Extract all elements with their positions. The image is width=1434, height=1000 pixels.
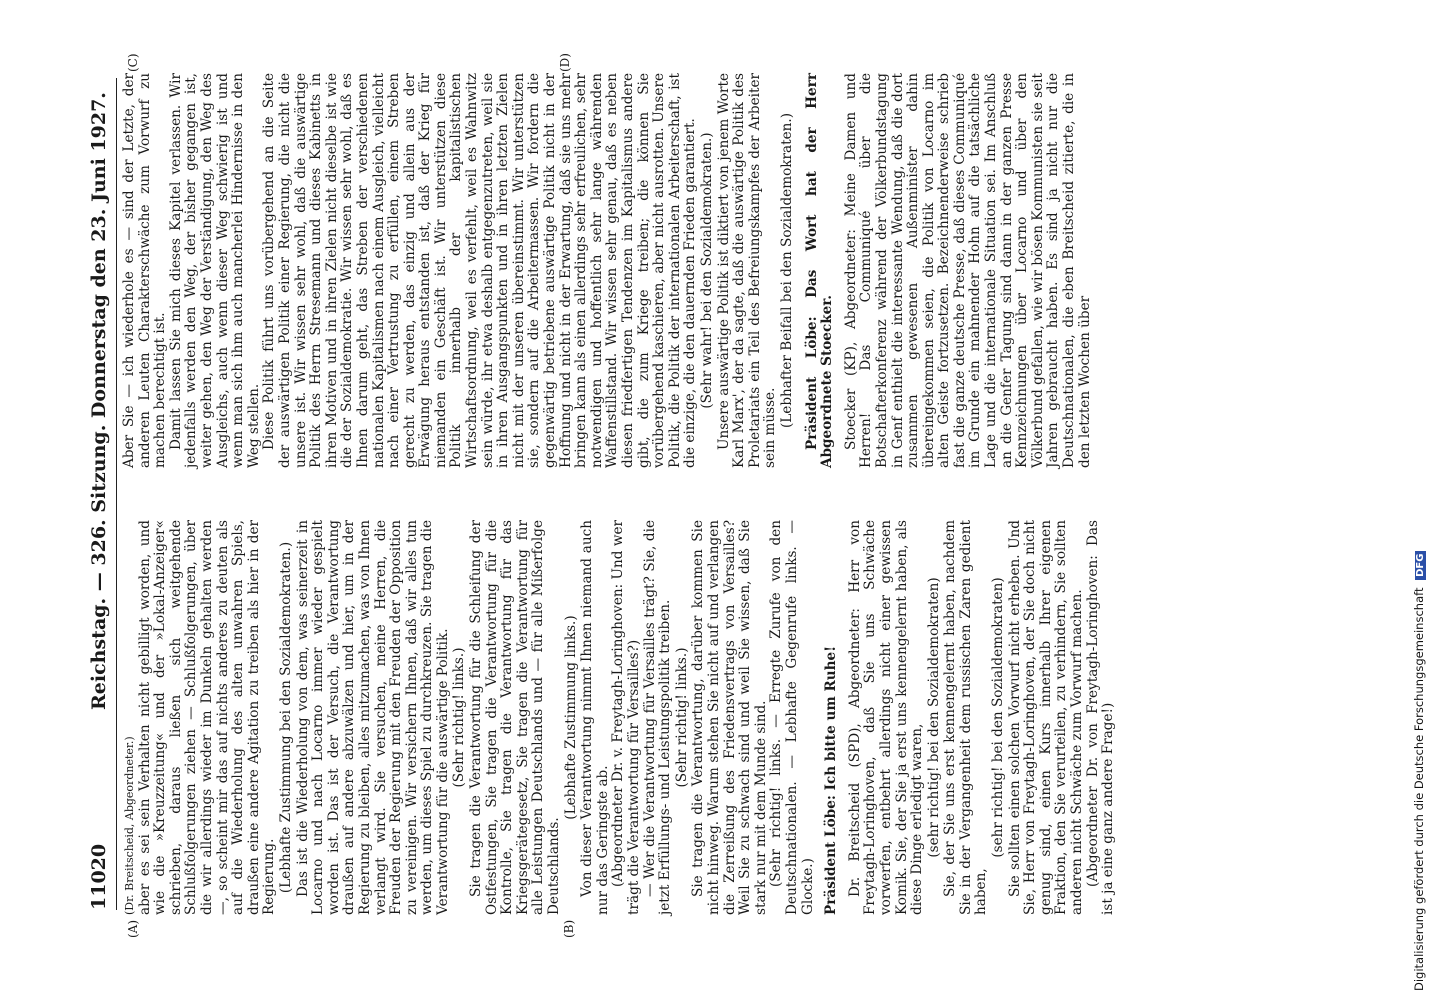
paragraph: Dr. Breitscheid (SPD), Abgeordneter: Herr von Freytagh-Loringhoven, daß Sie uns Schwäche vorwerfen, entbehrt allerdings nicht einer gewissen Komik. Sie, der Sie ja erst uns kennengelernt haben, als diese Dinge erledigt waren, bbox=[846, 520, 926, 915]
paragraph: Aber Sie — ich wiederhole es — sind der Letzte, der anderen Leuten Charakterschwäche zum Vorwurf zu machen berechtigt ist. bbox=[121, 73, 169, 468]
paragraph: aber es sei sein Verhalten nicht gebilligt worden, und wie die »Kreuzzeitung« und der »Lokal-Anzeiger« schrieben, daraus ließen sich weitgehende Schlußfolgerungen ziehen — Schlußfolgerungen, über die wir allerdings wieder im Dunkeln gehalten werden —, so scheint mir das auf nichts anderes zu deuten als auf die Wiederholung des alten unwahren Spiels, draußen eine andere Agitation zu treiben als hier in der Regierung. bbox=[136, 520, 278, 915]
page-title: Reichstag. — 326. Sitzung. Donnerstag den 23. Juni 1927. bbox=[88, 92, 110, 710]
left-column bbox=[122, 520, 1117, 915]
interjection: (Sehr richtig! links.) bbox=[673, 647, 690, 788]
paragraph: Sie tragen die Verantwortung für die Schleifung der Ostfestungen, Sie tragen die Verantwortung für die Kontrolle, Sie tragen die Verantwortung für das Kriegsgerätegesetz, Sie tragen die Verantwortung für alle Leistungen Deutschlands und — für alle Mißerfolge Deutschlands. bbox=[468, 520, 563, 915]
interjection: (sehr richtig! bei den Sozialdemokraten) bbox=[990, 577, 1007, 858]
interjection: (Lebhafte Zustimmung links.) bbox=[562, 615, 579, 820]
paragraph: — Wer die Verantwortung für Versailles trägt? Sie, die jetzt Erfüllungs- und Leistungspolitik treiben. bbox=[641, 520, 674, 915]
page-number: 11020 bbox=[88, 843, 110, 910]
paragraph: Stoecker (KP), Abgeordneter: Meine Damen und Herren! Das Communiqué über die Botschafterkonferenz während der Völkerbundstagung in Genf enthielt die interessante Wendung, daß die dort zusammen gewesenen Außenminister dahin übereingekommen seien, die Politik von Locarno im alten Geiste fortzusetzen. Bezeichnenderweise schrieb fast die ganze deutsche Presse, daß dieses Communiqué im Grunde ein mahnender Hohn auf die tatsächliche Lage und die internationale Situation sei. Im Anschluß an die Genfer Tagung sind dann in der ganzen Presse Kennzeichnungen über Locarno und über den Völkerbund gefallen, wie wir bösen Kommunisten sie seit Jahren gebraucht haben. Es sind ja nicht nur die Deutschnationalen, die eben Breitscheid zitierte, die in den letzten Wochen über bbox=[842, 73, 1093, 468]
paragraph: Sie sollten einen solchen Vorwurf nicht erheben. Und Sie, Herr von Freytagh-Loringhoven, der Sie doch nicht genug sind, einen Kurs innerhalb Ihrer eigenen Fraktion, den Sie verurteilen, zu verhindern, Sie sollten anderen nicht Schwäche zum Vorwurf machen. bbox=[1006, 520, 1086, 915]
paragraph: Damit lassen Sie mich dieses Kapitel verlassen. Wir jedenfalls werden den Weg, der bisher gegangen ist, weiter gehen, den Weg der Verständigung, den Weg des Ausgleichs, auch wenn dieser Weg schwierig ist und wenn man sich ihm auch mancherlei Hindernisse in den Weg stellen. bbox=[167, 73, 262, 468]
right-column bbox=[122, 73, 1093, 468]
president-remark: Präsident Löbe: Ich bitte um Ruhe! bbox=[823, 645, 840, 915]
interjection: (Sehr richtig! links. — Erregte Zurufe von den Deutschnationalen. — Lebhafte Gegenrufe links. — Glocke.) bbox=[768, 520, 816, 915]
digitization-credit bbox=[1410, 6, 1432, 991]
interjection: (Abgeordneter Dr. v. Freytagh-Loringhoven: Und wer trägt die Verantwortung für Versailles?) bbox=[610, 520, 642, 915]
dfg-logo: DFG bbox=[1415, 551, 1426, 580]
paragraph: Unsere auswärtige Politik ist diktiert von jenem Worte Karl Marx', der da sagte, daß die auswärtige Politik des Proletariats ein Teil des Befreiungskampfes der Arbeiter sein müsse. bbox=[715, 73, 779, 468]
interjection: (Abgeordneter Dr. von Freytagh-Loringhoven: Das ist ja eine ganz andere Frage!) bbox=[1084, 520, 1117, 915]
interjection: (Lebhafter Beifall bei den Sozialdemokraten.) bbox=[778, 112, 795, 429]
interjection: (sehr richtig! bei den Sozialdemokraten) bbox=[925, 577, 942, 858]
speaker-line: (Dr. Breitscheid, Abgeordneter.) bbox=[123, 736, 136, 915]
margin-marker-b: (B) bbox=[562, 919, 576, 938]
margin-marker-a: (A) bbox=[126, 919, 140, 938]
credit-text: Digitalisierung gefördert durch die Deutsche Forschungsgemeinschaft bbox=[1412, 587, 1426, 991]
paragraph: Von dieser Verantwortung nimmt Ihnen niemand auch nur das Geringste ab. bbox=[579, 520, 611, 915]
president-remark: Präsident Löbe: Das Wort hat der Herr Abgeordnete Stoecker. bbox=[803, 73, 836, 468]
margin-marker-c: (C) bbox=[126, 53, 140, 72]
margin-marker-d: (D) bbox=[558, 53, 572, 72]
paragraph: Sie, der Sie uns erst kennengelernt haben, nachdem Sie in der Vergangenheit dem russischen Zaren gedient haben, bbox=[942, 520, 990, 915]
paragraph: Diese Politik führt uns vorübergehend an die Seite der auswärtigen Politik einer Regierung, die nicht die unsere ist. Wir wissen sehr wohl, daß die auswärtige Politik des Herrn Stresemann und dieses Kabinetts in ihren Motiven und in ihren Zielen nicht dieselbe ist wie die der Sozialdemokratie. Wir wissen sehr wohl, daß es Ihnen darum geht, das Streben der verschiedenen nationalen Kapitalismen nach einem Ausgleich, vielleicht nach einer Vertrustung zu erfüllen, einem Streben gerecht zu werden, das einzig und allein aus der Erwägung heraus entstanden ist, daß der Krieg für niemanden ein Geschäft ist. Wir unterstützen diese Politik innerhalb der kapitalistischen Wirtschaftsordnung, weil es verfehlt, weil es Wahnwitz sein würde, ihr etwa deshalb entgegenzutreten, weil sie in ihren Ausgangspunkten und in ihren letzten Zielen nicht mit der unseren übereinstimmt. Wir unterstützen sie, sondern auf die Arbeitermassen. Wir fordern die gegenwärtig betriebene auswärtige Politik nicht in der Hoffnung und nicht in der Erwartung, daß sie uns mehr bringen kann als einen allerdings sehr erfreulichen, sehr notwendigen und hoffentlich sehr lange währenden Waffenstillstand. Wir wissen sehr genau, daß es neben diesen friedfertigen Tendenzen im Kapitalismus andere gibt, die zum Kriege treiben; die können Sie vorübergehend kaschieren, aber nicht ausrotten. Unsere Politik, die Politik der internationalen Arbeiterschaft, ist die einzige, die den dauernden Frieden garantiert. bbox=[261, 73, 699, 468]
interjection: (Sehr richtig! links.) bbox=[451, 647, 468, 788]
interjection: (Lebhafte Zustimmung bei den Sozialdemokraten.) bbox=[277, 541, 294, 894]
interjection: (Sehr wahr! bei den Sozialdemokraten.) bbox=[698, 132, 715, 409]
paragraph: Sie tragen die Verantwortung, darüber kommen Sie nicht hinweg. Warum stehen Sie nicht auf und verlangen die Zerreißung des Friedensvertrags von Versailles? Weil Sie zu schwach sind und weil Sie wissen, daß Sie stark nur mit dem Munde sind. bbox=[690, 520, 769, 915]
page-header bbox=[88, 80, 116, 910]
header-rule bbox=[116, 78, 117, 910]
paragraph: Das ist die Wiederholung von dem, was seinerzeit in Locarno und nach Locarno immer wieder gespielt worden ist. Das ist der Versuch, die Verantwortung draußen auf andere abzuwälzen und hier, um in der Regierung zu bleiben, alles mitzumachen, was von Ihnen verlangt wird. Sie versuchen, meine Herren, die Freuden der Regierung mit den Freuden der Opposition zu vereinigen. Wir versichern Ihnen, daß wir alles tun werden, um dieses Spiel zu durchkreuzen. Sie tragen die Verantwortung für die auswärtige Politik. bbox=[294, 520, 451, 915]
